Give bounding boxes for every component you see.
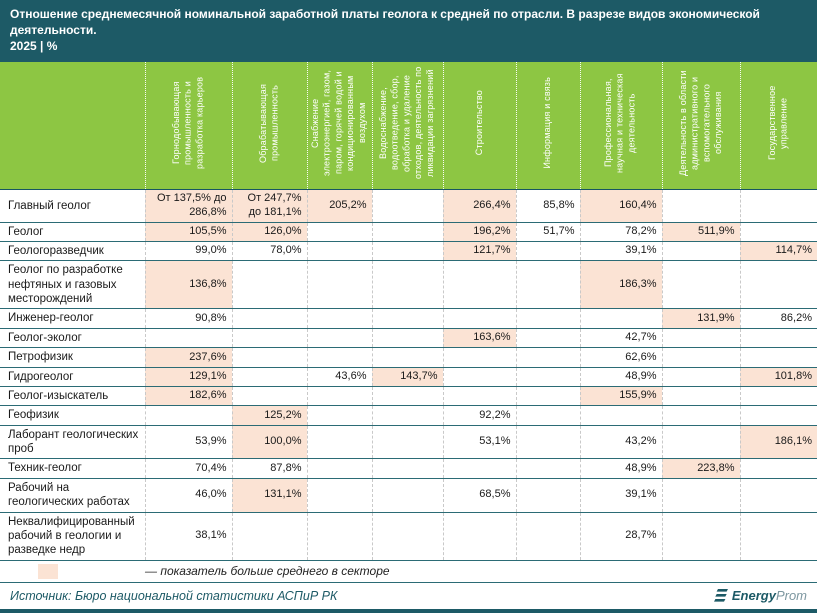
value-cell	[740, 222, 817, 241]
value-cell	[307, 309, 372, 328]
value-cell	[580, 309, 662, 328]
energyprom-logo	[714, 587, 807, 605]
value-cell	[307, 512, 372, 560]
value-cell	[580, 406, 662, 425]
value-cell	[232, 386, 307, 405]
column-header-label: Информация и связь	[542, 77, 553, 169]
value-cell: 46,0%	[145, 478, 232, 512]
value-cell: 160,4%	[580, 190, 662, 223]
value-cell	[372, 512, 443, 560]
value-cell	[662, 190, 740, 223]
value-cell	[662, 406, 740, 425]
value-cell	[443, 512, 516, 560]
value-cell: 163,6%	[443, 328, 516, 347]
column-header-label: Горнодобывающая промышленность и разработка карьеров	[170, 76, 205, 169]
column-header	[516, 62, 580, 190]
value-cell	[516, 478, 580, 512]
value-cell: 48,9%	[580, 459, 662, 478]
value-cell: 51,7%	[516, 222, 580, 241]
value-cell: 186,3%	[580, 261, 662, 309]
column-header	[662, 62, 740, 190]
value-cell: 28,7%	[580, 512, 662, 560]
value-cell	[740, 190, 817, 223]
value-cell: 86,2%	[740, 309, 817, 328]
column-header	[740, 62, 817, 190]
row-label: Геолог	[0, 222, 145, 241]
value-cell: От 137,5% до 286,8%	[145, 190, 232, 223]
value-cell	[307, 222, 372, 241]
value-cell	[516, 512, 580, 560]
value-cell: 101,8%	[740, 367, 817, 386]
table-row	[0, 367, 817, 386]
column-header-label: Снабжение электроэнергией, газом, паром, горячей водой и кондиционированным воздухом	[310, 69, 368, 176]
value-cell: 155,9%	[580, 386, 662, 405]
value-cell: 43,2%	[580, 425, 662, 459]
value-cell: 100,0%	[232, 425, 307, 459]
value-cell	[662, 367, 740, 386]
value-cell: 186,1%	[740, 425, 817, 459]
value-cell: 126,0%	[232, 222, 307, 241]
column-header-label: Обрабатывающая промышленность	[257, 83, 280, 163]
value-cell: 42,7%	[580, 328, 662, 347]
logo-text-bold: Energy	[731, 587, 776, 603]
column-header-label: Государственное управление	[767, 85, 789, 161]
value-cell	[516, 348, 580, 367]
value-cell: 53,1%	[443, 425, 516, 459]
value-cell: 125,2%	[232, 406, 307, 425]
table-row	[0, 348, 817, 367]
value-cell: 85,8%	[516, 190, 580, 223]
value-cell	[372, 261, 443, 309]
value-cell: 43,6%	[307, 367, 372, 386]
column-header-label: Деятельность в области административного и вспомогательного обслуживания	[677, 69, 723, 176]
value-cell	[443, 309, 516, 328]
bottom-bar	[0, 609, 817, 613]
value-cell	[662, 241, 740, 260]
value-cell	[372, 309, 443, 328]
table-row	[0, 241, 817, 260]
row-label: Гидрогеолог	[0, 367, 145, 386]
column-header	[443, 62, 516, 190]
value-cell	[740, 512, 817, 560]
value-cell	[740, 478, 817, 512]
table-row	[0, 386, 817, 405]
value-cell	[372, 328, 443, 347]
value-cell: 39,1%	[580, 241, 662, 260]
value-cell	[740, 261, 817, 309]
value-cell	[740, 459, 817, 478]
table-row	[0, 406, 817, 425]
value-cell: 129,1%	[145, 367, 232, 386]
column-header	[145, 62, 232, 190]
row-label: Техник-геолог	[0, 459, 145, 478]
column-header	[372, 62, 443, 190]
value-cell	[372, 478, 443, 512]
value-cell: 53,9%	[145, 425, 232, 459]
value-cell	[307, 478, 372, 512]
value-cell	[307, 241, 372, 260]
column-header-label: Профессиональная, научная и техническая деятельность	[603, 72, 637, 173]
value-cell: 68,5%	[443, 478, 516, 512]
value-cell	[740, 406, 817, 425]
value-cell	[307, 348, 372, 367]
value-cell	[662, 512, 740, 560]
value-cell	[307, 425, 372, 459]
highlight-swatch	[38, 564, 58, 579]
value-cell: 62,6%	[580, 348, 662, 367]
page-title: Отношение среднемесячной номинальной заработной платы геолога к средней по отрасли. В разрезе видов экономической деятельности.	[10, 7, 760, 38]
value-cell	[516, 367, 580, 386]
value-cell	[307, 261, 372, 309]
salary-ratio-table	[0, 62, 817, 561]
value-cell: 266,4%	[443, 190, 516, 223]
value-cell	[232, 348, 307, 367]
value-cell: 114,7%	[740, 241, 817, 260]
table-row	[0, 478, 817, 512]
value-cell: 38,1%	[145, 512, 232, 560]
value-cell	[516, 386, 580, 405]
value-cell: 39,1%	[580, 478, 662, 512]
value-cell	[372, 241, 443, 260]
value-cell	[740, 348, 817, 367]
footer	[0, 583, 817, 609]
value-cell	[307, 386, 372, 405]
value-cell	[232, 328, 307, 347]
value-cell: 182,6%	[145, 386, 232, 405]
value-cell: 99,0%	[145, 241, 232, 260]
logo-text-light: Prom	[775, 587, 807, 603]
value-cell: 511,9%	[662, 222, 740, 241]
value-cell	[232, 367, 307, 386]
value-cell	[232, 512, 307, 560]
row-label: Геофизик	[0, 406, 145, 425]
row-label: Геологоразведчик	[0, 241, 145, 260]
value-cell	[145, 406, 232, 425]
value-cell: 131,1%	[232, 478, 307, 512]
value-cell	[662, 425, 740, 459]
value-cell	[372, 222, 443, 241]
corner-cell	[0, 62, 145, 190]
value-cell	[443, 261, 516, 309]
table-row	[0, 190, 817, 223]
row-label: Неквалифицированный рабочий в геологии и разведке недр	[0, 512, 145, 560]
value-cell: 136,8%	[145, 261, 232, 309]
value-cell	[516, 328, 580, 347]
value-cell	[662, 348, 740, 367]
energyprom-logo-icon	[714, 589, 729, 602]
value-cell	[372, 386, 443, 405]
value-cell	[662, 261, 740, 309]
value-cell	[232, 309, 307, 328]
value-cell: 70,4%	[145, 459, 232, 478]
value-cell	[740, 328, 817, 347]
value-cell	[516, 406, 580, 425]
source-text: Источник: Бюро национальной статистики АСПиР РК	[10, 588, 338, 603]
row-label: Геолог по разработке нефтяных и газовых месторождений	[0, 261, 145, 309]
page-subtitle: 2025 | %	[10, 39, 58, 54]
value-cell	[662, 478, 740, 512]
value-cell	[443, 459, 516, 478]
value-cell: 121,7%	[443, 241, 516, 260]
value-cell: 105,5%	[145, 222, 232, 241]
value-cell: 87,8%	[232, 459, 307, 478]
table-row	[0, 328, 817, 347]
row-label: Инженер-геолог	[0, 309, 145, 328]
column-header	[232, 62, 307, 190]
value-cell: 196,2%	[443, 222, 516, 241]
value-cell: 205,2%	[307, 190, 372, 223]
table-row	[0, 261, 817, 309]
value-cell	[443, 367, 516, 386]
value-cell	[443, 348, 516, 367]
value-cell	[307, 406, 372, 425]
value-cell: 131,9%	[662, 309, 740, 328]
column-header	[580, 62, 662, 190]
value-cell: 78,2%	[580, 222, 662, 241]
table-header-row	[0, 62, 817, 190]
value-cell: 48,9%	[580, 367, 662, 386]
row-label: Геолог-изыскатель	[0, 386, 145, 405]
table-row	[0, 512, 817, 560]
column-header	[307, 62, 372, 190]
value-cell: 92,2%	[443, 406, 516, 425]
value-cell	[372, 190, 443, 223]
value-cell	[145, 328, 232, 347]
value-cell	[372, 348, 443, 367]
row-label: Главный геолог	[0, 190, 145, 223]
value-cell	[307, 459, 372, 478]
value-cell	[516, 309, 580, 328]
value-cell	[662, 328, 740, 347]
value-cell: 90,8%	[145, 309, 232, 328]
legend-text: — показатель больше среднего в секторе	[145, 564, 390, 579]
row-label: Лаборант геологических проб	[0, 425, 145, 459]
value-cell: 237,6%	[145, 348, 232, 367]
value-cell	[307, 328, 372, 347]
title-bar	[0, 0, 817, 62]
value-cell	[740, 386, 817, 405]
table-row	[0, 309, 817, 328]
table-row	[0, 222, 817, 241]
value-cell	[516, 425, 580, 459]
value-cell	[516, 459, 580, 478]
value-cell	[443, 386, 516, 405]
logo-text	[732, 587, 807, 605]
column-header-label: Строительство	[473, 90, 484, 156]
value-cell	[372, 425, 443, 459]
value-cell	[516, 241, 580, 260]
legend	[0, 561, 817, 583]
row-label: Петрофизик	[0, 348, 145, 367]
value-cell: 223,8%	[662, 459, 740, 478]
row-label: Геолог-эколог	[0, 328, 145, 347]
value-cell	[232, 261, 307, 309]
column-header-label: Водоснабжение, водоотведение, сбор, обработка и удаление отходов, деятельность по ликвидации загрязнений	[378, 66, 436, 180]
value-cell: От 247,7% до 181,1%	[232, 190, 307, 223]
value-cell	[662, 386, 740, 405]
row-label: Рабочий на геологических работах	[0, 478, 145, 512]
table-body	[0, 190, 817, 561]
table-row	[0, 459, 817, 478]
value-cell	[372, 406, 443, 425]
value-cell	[372, 459, 443, 478]
value-cell: 143,7%	[372, 367, 443, 386]
value-cell: 78,0%	[232, 241, 307, 260]
value-cell	[516, 261, 580, 309]
table-row	[0, 425, 817, 459]
